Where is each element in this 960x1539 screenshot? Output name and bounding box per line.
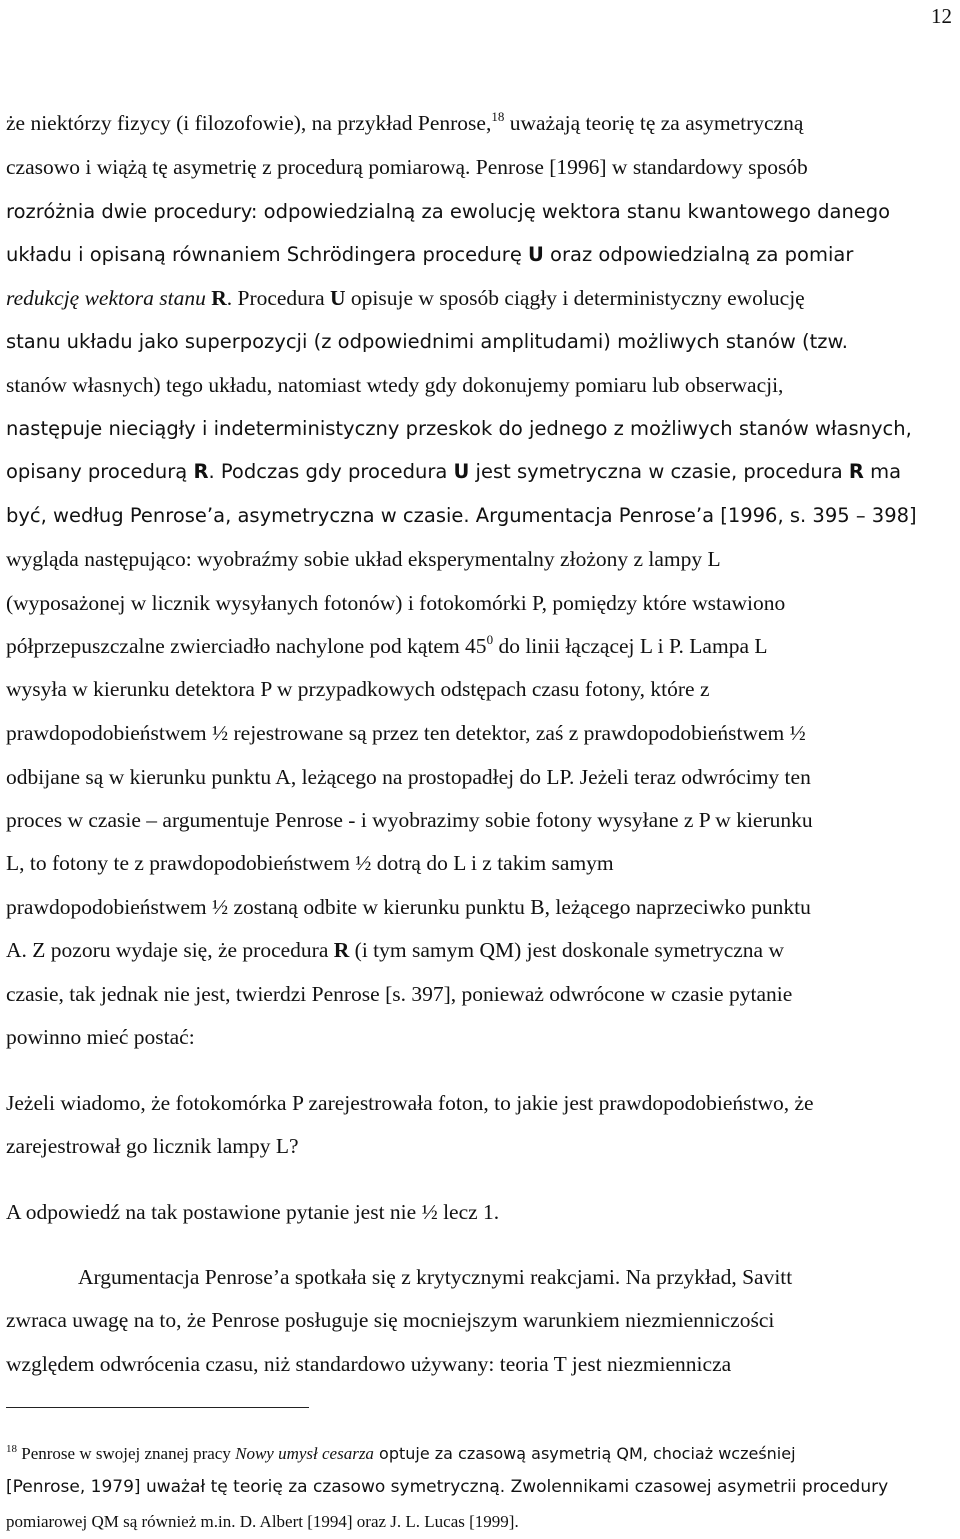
italic-term: redukcję wektora stanu <box>6 286 212 310</box>
book-title: Nowy umysł cesarza <box>235 1444 374 1463</box>
answer-line: A odpowiedź na tak postawione pytanie jest nie ½ lecz 1. <box>6 1200 500 1224</box>
text-run: (i tym samym QM) jest doskonale symetryczna w <box>349 938 784 962</box>
text-line-6: stanu układu jako superpozycji (z odpowiednimi amplitudami) możliwych stanów (tzw. <box>6 330 848 353</box>
text-line-14: wysyła w kierunku detektora P w przypadkowych odstępach czasu fotony, które z <box>6 677 710 701</box>
text-run: do linii łączącej L i P. Lampa L <box>493 634 768 658</box>
text-run: optuje za czasową asymetrią QM, chociaż wcześniej <box>373 1444 796 1463</box>
text-run: . Procedura <box>226 286 331 310</box>
text-line-21: czasie, tak jednak nie jest, twierdzi Penrose [s. 397], ponieważ odwrócone w czasie pytanie <box>6 982 793 1006</box>
text-run: opisany procedurą <box>6 460 194 483</box>
footnote-separator <box>6 1407 309 1408</box>
bold-symbol: R <box>333 938 350 962</box>
paragraph-line-3: względem odwrócenia czasu, niż standardowo używany: teoria T jest niezmiennicza <box>6 1352 732 1376</box>
bold-symbol: U <box>330 286 346 310</box>
text-run: Penrose w swojej znanej pracy <box>17 1444 236 1463</box>
text-line-2: czasowo i wiążą tę asymetrię z procedurą pomiarową. Penrose [1996] w standardowy sposób <box>6 155 808 179</box>
text-run: opisuje w sposób ciągły i deterministyczny ewolucję <box>345 286 805 310</box>
paragraph-line-1: Argumentacja Penrose’a spotkała się z krytycznymi reakcjami. Na przykład, Savitt <box>78 1265 793 1289</box>
text-line-12: (wyposażonej w licznik wysyłanych fotonów) i fotokomórki P, pomiędzy które wstawiono <box>6 591 786 615</box>
text-run: . Podczas gdy procedura <box>208 460 454 483</box>
text-line-9 <box>6 462 901 482</box>
text-line-4 <box>6 245 853 265</box>
text-line-17: proces w czasie – argumentuje Penrose - i wyobrazimy sobie fotony wysyłane z P w kierunku <box>6 808 813 832</box>
question-line-1: Jeżeli wiadomo, że fotokomórka P zarejestrowała foton, to jakie jest prawdopodobieństwo, że <box>6 1091 814 1115</box>
text-line-19: prawdopodobieństwem ½ zostaną odbite w kierunku punktu B, leżącego naprzeciwko punktu <box>6 895 811 919</box>
text-line-18: L, to fotony te z prawdopodobieństwem ½ dotrą do L i z takim samym <box>6 851 614 875</box>
text-line-7: stanów własnych) tego układu, natomiast wtedy gdy dokonujemy pomiaru lub obserwacji, <box>6 373 784 397</box>
footnote-marker: 18 <box>6 1443 17 1455</box>
footnote-line-2: [Penrose, 1979] uważał tę teorię za czasowo symetryczną. Zwolennikami czasowej asymetrii procedury <box>6 1477 889 1497</box>
text-line-1 <box>6 109 804 135</box>
text-line-22: powinno mieć postać: <box>6 1025 195 1049</box>
text-line-10: być, według Penrose’a, asymetryczna w czasie. Argumentacja Penrose’a [1996, s. 395 – 398] <box>6 504 917 527</box>
text-line-3: rozróżnia dwie procedury: odpowiedzialną za ewolucję wektora stanu kwantowego danego <box>6 200 891 223</box>
text-run: układu i opisaną równaniem Schrödingera procedurę <box>6 243 529 266</box>
text-run: A. Z pozoru wydaje się, że procedura <box>6 938 334 962</box>
page-number: 12 <box>931 4 952 28</box>
text-line-11: wygląda następująco: wyobraźmy sobie układ eksperymentalny złożony z lampy L <box>6 547 721 571</box>
text-line-8: następuje nieciągły i indeterministyczny przeskok do jednego z możliwych stanów własnych, <box>6 417 912 440</box>
paragraph-line-2: zwraca uwagę na to, że Penrose posługuje się mocniejszym warunkiem niezmienniczości <box>6 1308 775 1332</box>
footnote-line-1 <box>6 1445 796 1462</box>
footnote-reference: 18 <box>491 109 505 124</box>
bold-symbol: R <box>193 460 209 483</box>
text-run: że niektórzy fizycy (i filozofowie), na przykład Penrose, <box>6 111 492 135</box>
text-line-20 <box>6 940 784 962</box>
bold-symbol: U <box>528 243 544 266</box>
text-line-5 <box>6 288 805 310</box>
text-line-13 <box>6 632 768 658</box>
text-run: oraz odpowiedzialną za pomiar <box>543 243 854 266</box>
footnote-line-3: pomiarowej QM są również m.in. D. Albert [1994] oraz J. L. Lucas [1999]. <box>6 1512 519 1531</box>
text-run: ma <box>863 460 902 483</box>
text-run: jest symetryczna w czasie, procedura <box>469 460 849 483</box>
degree-superscript: 0 <box>486 632 494 647</box>
text-line-15: prawdopodobieństwem ½ rejestrowane są przez ten detektor, zaś z prawdopodobieństwem ½ <box>6 721 806 745</box>
bold-symbol: R <box>211 286 227 310</box>
text-run: półprzepuszczalne zwierciadło nachylone pod kątem 45 <box>6 634 487 658</box>
text-run: uważają teorię tę za asymetryczną <box>504 111 804 135</box>
question-line-2: zarejestrował go licznik lampy L? <box>6 1134 299 1158</box>
text-line-16: odbijane są w kierunku punktu A, leżącego na prostopadłej do LP. Jeżeli teraz odwrócimy ten <box>6 765 811 789</box>
bold-symbol: U <box>453 460 470 483</box>
bold-symbol: R <box>848 460 864 483</box>
